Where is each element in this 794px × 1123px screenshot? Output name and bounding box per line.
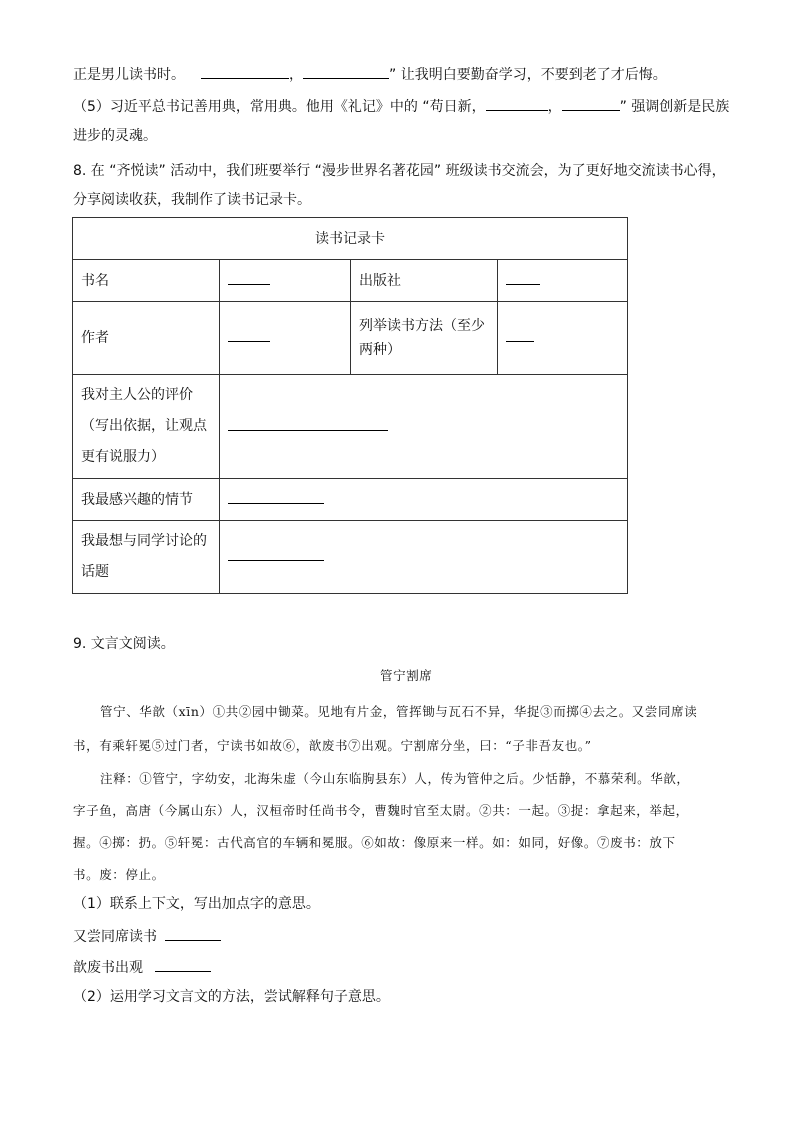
q9-note-line-4: 书。废：停止。 <box>73 867 165 882</box>
q8-line-2: 分享阅读收获，我制作了读书记录卡。 <box>73 192 311 208</box>
q9-item-a-text: 又尝同席读书 <box>73 929 157 945</box>
q9-note-line-1: 注释：①管宁，字幼安，北海朱虚（今山东临朐县东）人，传为管仲之后。少恬静，不慕荣利。华歆， <box>100 771 690 786</box>
q7-5-line-1 <box>73 96 729 117</box>
q9-item-b-blank[interactable] <box>155 957 211 972</box>
label-author: 作者 <box>73 302 220 375</box>
q7-sep: ， <box>289 67 303 83</box>
label-book-name: 书名 <box>73 260 220 302</box>
label-methods-line-2: 两种） <box>359 342 401 358</box>
q9-item-a-blank[interactable] <box>165 926 221 941</box>
card-title: 读书记录卡 <box>73 218 628 260</box>
blank-topic[interactable] <box>228 550 324 561</box>
q9-note-line-3: 握。④掷：扔。⑤轩冕：古代高官的车辆和冕服。⑥如故：像原来一样。如：如同，好像。⑦废书：放下 <box>73 835 676 850</box>
q7-5-blank-1[interactable] <box>486 96 548 111</box>
q7-5-line-2: 进步的灵魂。 <box>73 128 157 144</box>
q7-text-a: 正是男儿读书时。 <box>73 67 185 83</box>
q9-sub-1: （1）联系上下文，写出加点字的意思。 <box>73 896 320 912</box>
field-plot[interactable] <box>220 479 628 521</box>
blank-author[interactable] <box>228 331 270 342</box>
blank-book-name[interactable] <box>228 274 270 285</box>
q7-blank-2[interactable] <box>303 64 389 79</box>
q7-blank-1[interactable] <box>201 64 289 79</box>
blank-evaluation[interactable] <box>228 420 388 431</box>
label-evaluation-line-3: 更有说服力） <box>81 449 165 465</box>
q9-item-b <box>73 957 211 978</box>
q9-item-a <box>73 926 221 947</box>
label-topic-line-1: 我最想与同学讨论的 <box>81 533 207 549</box>
q7-5-text-b: ” 强调创新是民族 <box>619 99 730 115</box>
q7-5-sep: ， <box>547 99 562 115</box>
q7-5-blank-2[interactable] <box>562 96 620 111</box>
label-methods <box>351 302 498 375</box>
reading-record-card <box>72 217 628 594</box>
blank-plot[interactable] <box>228 493 324 504</box>
field-book-name[interactable] <box>220 260 351 302</box>
q9-passage-title: 管宁割席 <box>380 668 433 683</box>
q8-line-1: 8. 在 “齐悦读” 活动中，我们班要举行 “漫步世界名著花园” 班级读书交流会，为了更好地交流读书心得， <box>73 163 726 179</box>
q9-note-line-2: 字子鱼，高唐（今属山东）人，汉桓帝时任尚书令，曹魏时官至太尉。②共：一起。③捉：拿起来，举起， <box>73 803 689 818</box>
field-methods[interactable] <box>498 302 628 375</box>
q9-passage-line-1: 管宁、华歆（xīn）①共②园中锄菜。见地有片金，管挥锄与瓦石不异，华捉③而掷④去之。又尝同席读 <box>100 704 698 719</box>
label-methods-line-1: 列举读书方法（至少 <box>359 318 485 334</box>
field-author[interactable] <box>220 302 351 375</box>
label-evaluation-line-1: 我对主人公的评价 <box>81 387 193 403</box>
q7-text-b: ” 让我明白要勤奋学习，不要到老了才后悔。 <box>389 67 667 83</box>
label-evaluation-line-2: （写出依据，让观点 <box>81 418 207 434</box>
q7-line-1 <box>73 64 667 85</box>
q9-sub-2: （2）运用学习文言文的方法，尝试解释句子意思。 <box>73 989 390 1005</box>
q7-5-text-a: （5）习近平总书记善用典，常用典。他用《礼记》中的 “苟日新， <box>73 99 486 115</box>
blank-methods[interactable] <box>506 331 534 342</box>
label-topic <box>73 521 220 594</box>
q9-item-b-text: 歆废书出观 <box>73 960 143 976</box>
q9-passage-line-2: 书，有乘轩冕⑤过门者，宁读书如故⑥，歆废书⑦出观。宁割席分坐，曰：“子非吾友也。” <box>73 738 592 753</box>
label-plot: 我最感兴趣的情节 <box>73 479 220 521</box>
field-evaluation[interactable] <box>220 375 628 479</box>
field-publisher[interactable] <box>498 260 628 302</box>
label-evaluation <box>73 375 220 479</box>
q9-heading: 9. 文言文阅读。 <box>73 636 175 652</box>
label-publisher: 出版社 <box>351 260 498 302</box>
blank-publisher[interactable] <box>506 274 540 285</box>
field-topic[interactable] <box>220 521 628 594</box>
label-topic-line-2: 话题 <box>81 564 109 580</box>
